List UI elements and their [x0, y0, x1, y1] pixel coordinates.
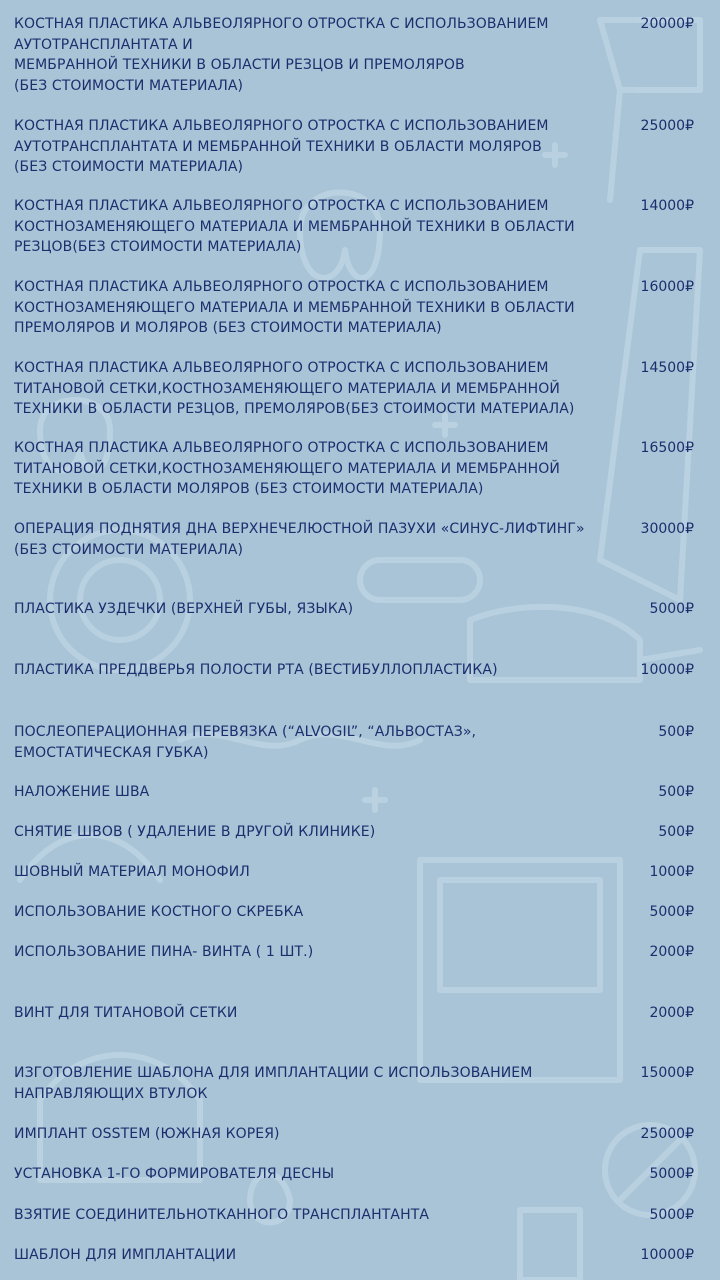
service-price: 20000₽: [640, 16, 694, 32]
service-price: 5000₽: [649, 904, 694, 920]
service-price: 16500₽: [640, 440, 694, 456]
service-name: НАЛОЖЕНИЕ ШВА: [14, 784, 150, 800]
service-name: ШОВНЫЙ МАТЕРИАЛ МОНОФИЛ: [14, 864, 250, 880]
service-name: ПОСЛЕОПЕРАЦИОННАЯ ПЕРЕВЯЗКА (“ALVOGIL”, “АЛЬВОСТАЗ», ЕМОСТАТИЧЕСКАЯ ГУБКА): [14, 724, 477, 761]
service-price: 30000₽: [640, 521, 694, 537]
service-name: ВИНТ ДЛЯ ТИТАНОВОЙ СЕТКИ: [14, 1005, 238, 1021]
service-name: ИМПЛАНТ OSSTEM (ЮЖНАЯ КОРЕЯ): [14, 1126, 280, 1142]
service-price: 500₽: [658, 784, 694, 800]
service-price: 5000₽: [649, 1207, 694, 1223]
service-price: 500₽: [658, 724, 694, 740]
service-price: 14500₽: [640, 360, 694, 376]
service-price: 10000₽: [640, 1247, 694, 1263]
service-price: 16000₽: [640, 279, 694, 295]
service-price: 10000₽: [640, 662, 694, 678]
service-price: 2000₽: [649, 944, 694, 960]
service-name: ШАБЛОН ДЛЯ ИМПЛАНТАЦИИ: [14, 1247, 237, 1263]
service-price: 500₽: [658, 824, 694, 840]
service-name: ПЛАСТИКА ПРЕДДВЕРЬЯ ПОЛОСТИ РТА (ВЕСТИБУЛЛОПЛАСТИКА): [14, 662, 498, 678]
service-name: ОПЕРАЦИЯ ПОДНЯТИЯ ДНА ВЕРХНЕЧЕЛЮСТНОЙ ПАЗУХИ «СИНУС-ЛИФТИНГ» (БЕЗ СТОИМОСТИ МАТЕРИАЛА): [14, 521, 585, 558]
service-name: ИЗГОТОВЛЕНИЕ ШАБЛОНА ДЛЯ ИМПЛАНТАЦИИ С ИСПОЛЬЗОВАНИЕМ НАПРАВЛЯЮЩИХ ВТУЛОК: [14, 1065, 533, 1102]
service-name: КОСТНАЯ ПЛАСТИКА АЛЬВЕОЛЯРНОГО ОТРОСТКА С ИСПОЛЬЗОВАНИЕМ КОСТНОЗАМЕНЯЮЩЕГО МАТЕРИАЛА И МЕМБРАННОЙ ТЕХНИКИ В ОБЛАСТИ ПРЕМОЛЯРОВ И МОЛЯРОВ (БЕЗ СТОИМОСТИ МАТЕРИАЛА): [14, 279, 575, 336]
service-name: КОСТНАЯ ПЛАСТИКА АЛЬВЕОЛЯРНОГО ОТРОСТКА С ИСПОЛЬЗОВАНИЕМ ТИТАНОВОЙ СЕТКИ,КОСТНОЗАМЕНЯЮЩЕГО МАТЕРИАЛА И МЕМБРАННОЙ ТЕХНИКИ В ОБЛАСТИ МОЛЯРОВ (БЕЗ СТОИМОСТИ МАТЕРИАЛА): [14, 440, 560, 497]
service-name: КОСТНАЯ ПЛАСТИКА АЛЬВЕОЛЯРНОГО ОТРОСТКА С ИСПОЛЬЗОВАНИЕМ АУТОТРАНСПЛАНТАТА И МЕМБРАННОЙ ТЕХНИКИ В ОБЛАСТИ РЕЗЦОВ И ПРЕМОЛЯРОВ (БЕЗ СТОИМОСТИ МАТЕРИАЛА): [14, 16, 549, 94]
service-price: 1000₽: [649, 864, 694, 880]
service-price: 25000₽: [640, 1126, 694, 1142]
service-name: КОСТНАЯ ПЛАСТИКА АЛЬВЕОЛЯРНОГО ОТРОСТКА С ИСПОЛЬЗОВАНИЕМ ТИТАНОВОЙ СЕТКИ,КОСТНОЗАМЕНЯЮЩЕГО МАТЕРИАЛА И МЕМБРАННОЙ ТЕХНИКИ В ОБЛАСТИ РЕЗЦОВ, ПРЕМОЛЯРОВ(БЕЗ СТОИМОСТИ МАТЕРИАЛА): [14, 360, 575, 417]
service-name: ИСПОЛЬЗОВАНИЕ КОСТНОГО СКРЕБКА: [14, 904, 304, 920]
service-price: 14000₽: [640, 198, 694, 214]
service-name: УСТАНОВКА 1-ГО ФОРМИРОВАТЕЛЯ ДЕСНЫ: [14, 1166, 335, 1182]
service-price: 25000₽: [640, 118, 694, 134]
service-name: КОСТНАЯ ПЛАСТИКА АЛЬВЕОЛЯРНОГО ОТРОСТКА С ИСПОЛЬЗОВАНИЕМ АУТОТРАНСПЛАНТАТА И МЕМБРАННОЙ ТЕХНИКИ В ОБЛАСТИ МОЛЯРОВ (БЕЗ СТОИМОСТИ МАТЕРИАЛА): [14, 118, 549, 175]
service-name: ПЛАСТИКА УЗДЕЧКИ (ВЕРХНЕЙ ГУБЫ, ЯЗЫКА): [14, 601, 354, 617]
service-name: ИСПОЛЬЗОВАНИЕ ПИНА- ВИНТА ( 1 ШТ.): [14, 944, 314, 960]
service-name: КОСТНАЯ ПЛАСТИКА АЛЬВЕОЛЯРНОГО ОТРОСТКА С ИСПОЛЬЗОВАНИЕМ КОСТНОЗАМЕНЯЮЩЕГО МАТЕРИАЛА И МЕМБРАННОЙ ТЕХНИКИ В ОБЛАСТИ РЕЗЦОВ(БЕЗ СТОИМОСТИ МАТЕРИАЛА): [14, 198, 575, 255]
service-price: 5000₽: [649, 601, 694, 617]
service-price: 2000₽: [649, 1005, 694, 1021]
service-price: 5000₽: [649, 1166, 694, 1182]
service-name: СНЯТИЕ ШВОВ ( УДАЛЕНИЕ В ДРУГОЙ КЛИНИКЕ): [14, 824, 376, 840]
service-name: ВЗЯТИЕ СОЕДИНИТЕЛЬНОТКАННОГО ТРАНСПЛАНТАНТА: [14, 1207, 430, 1223]
service-price: 15000₽: [640, 1065, 694, 1081]
